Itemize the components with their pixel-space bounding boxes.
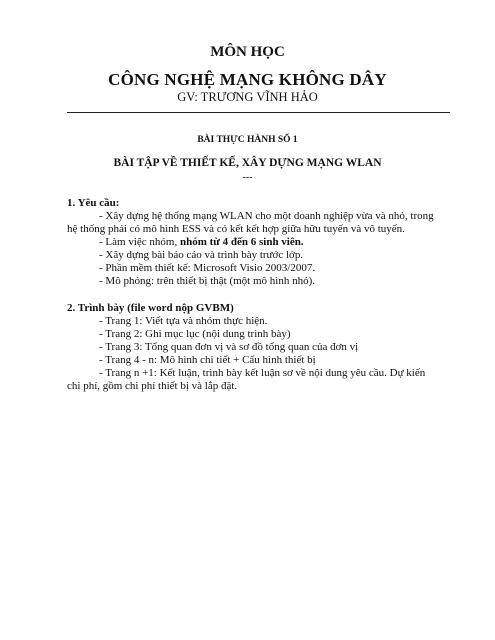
course-title: CÔNG NGHỆ MẠNG KHÔNG DÂY: [108, 70, 387, 89]
requirement-item: - Xây dựng bài báo cáo và trình bày trước lớp.: [99, 249, 304, 261]
lecturer-name: GV: TRƯƠNG VĨNH HẢO: [177, 90, 318, 104]
page-item-continuation: chi phí, gồm chi phí thiết bị và lắp đặt.: [67, 380, 238, 392]
page-item: - Trang 3: Tổng quan đơn vị và sơ đồ tổng quan của đơn vị: [99, 341, 359, 353]
page-item: - Trang 4 - n: Mô hình chi tiết + Cấu hình thiết bị: [99, 354, 316, 366]
group-size-emphasis: nhóm từ 4 đến 6 sinh viên.: [179, 236, 304, 248]
topic-separator: ---: [242, 172, 253, 183]
requirement-item-continuation: hệ thống phải có mô hình ESS và có kết kết hợp giữa hữu tuyến và vô tuyến.: [67, 223, 405, 235]
assignment-topic: BÀI TẬP VỀ THIẾT KẾ, XÂY DỰNG MẠNG WLAN: [113, 157, 382, 169]
requirements-heading: 1. Yêu cầu:: [67, 197, 120, 209]
assignment-number: BÀI THỰC HÀNH SỐ 1: [197, 135, 298, 145]
page-item: - Trang 2: Ghi mục lục (nội dung trình bày): [99, 328, 291, 340]
requirements-section: [67, 197, 452, 288]
page-item: - Trang n +1: Kết luận, trình bày kết luận sơ về nội dung yêu cầu. Dự kiến: [99, 367, 426, 379]
requirement-item: - Xây dựng hệ thống mạng WLAN cho một doanh nghiệp vừa và nhỏ, trong: [99, 210, 434, 222]
requirement-item: - Phần mềm thiết kế: Microsoft Visio 2003/2007.: [99, 262, 316, 274]
header-divider: [67, 112, 450, 113]
requirement-item: - Mô phỏng: trên thiết bị thật (một mô hình nhỏ).: [99, 275, 316, 287]
page-item: - Trang 1: Viết tựa và nhóm thực hiện.: [99, 315, 268, 327]
requirement-text: - Làm việc nhóm,: [99, 236, 180, 248]
presentation-heading: 2. Trình bày (file word nộp GVBM): [67, 302, 234, 314]
subject-label: MÔN HỌC: [210, 44, 285, 60]
presentation-section: [67, 302, 452, 393]
requirement-item: [67, 236, 452, 249]
